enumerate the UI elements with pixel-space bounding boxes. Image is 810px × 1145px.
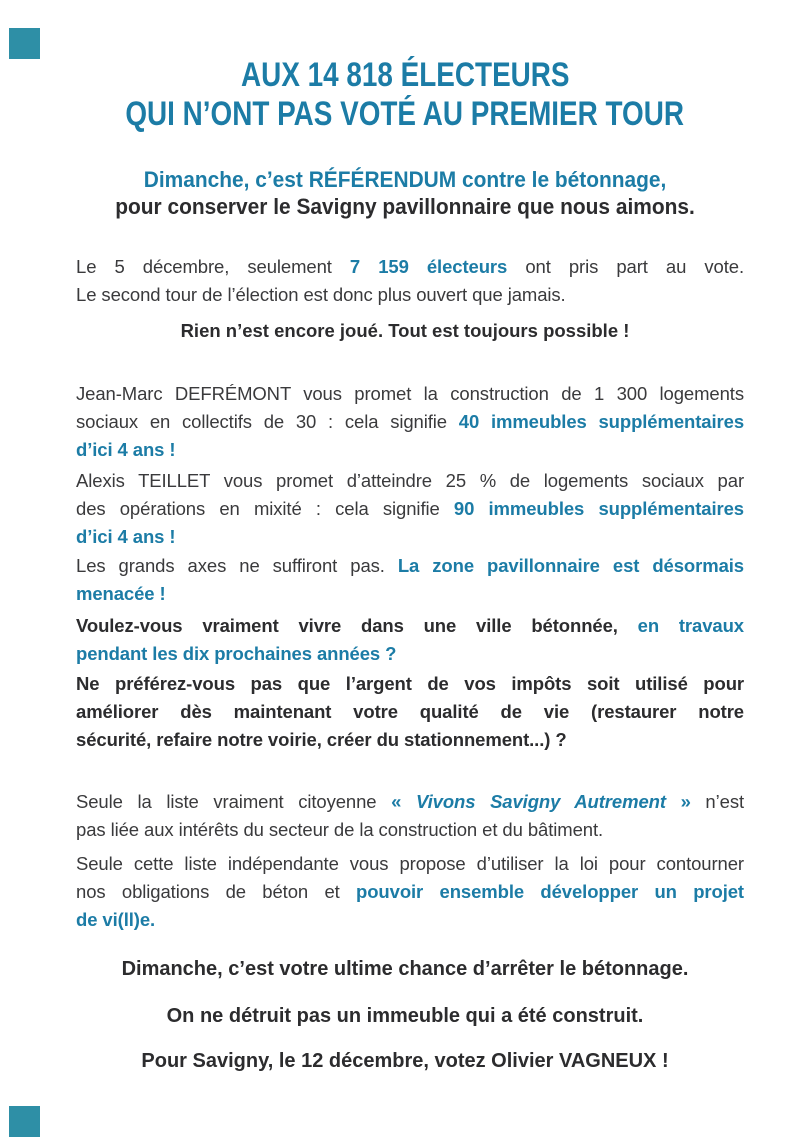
subtitle-line-1-text: Dimanche, c’est RÉFÉRENDUM contre le bétonnage, <box>143 167 667 192</box>
text-run: » <box>665 791 691 812</box>
corner-mark-bottom-left <box>9 1106 40 1137</box>
text-run: Pour Savigny, le 12 décembre, votez Olivier VAGNEUX ! <box>141 1050 669 1072</box>
text-run: pas liée aux intérêts du secteur de la construction et du bâtiment. <box>76 819 604 840</box>
text-run: Seule la liste vraiment citoyenne <box>76 791 392 812</box>
text-run: On ne détruit pas un immeuble qui a été construit. <box>166 1005 644 1027</box>
text-line <box>76 253 744 281</box>
text-run: Vivons Savigny Autrement <box>416 791 666 812</box>
vote-call-line <box>0 1047 810 1075</box>
text-line <box>76 281 744 309</box>
text-line <box>76 640 744 668</box>
liste-independante-paragraph <box>76 850 744 934</box>
page-title <box>0 56 810 134</box>
ville-betonnee-paragraph <box>76 612 744 668</box>
text-line <box>76 850 744 878</box>
text-run: sociaux en collectifs de 30 : cela signifie <box>76 411 459 432</box>
text-run: ont pris part au vote. <box>507 256 744 277</box>
text-run: améliorer dès maintenant votre qualité de vie (restaurer notre <box>76 701 744 722</box>
text-line <box>76 436 744 464</box>
liste-citoyenne-paragraph <box>76 788 744 844</box>
text-run: Le 5 décembre, seulement <box>76 256 350 277</box>
text-run: pouvoir ensemble développer un projet <box>356 881 744 902</box>
text-line <box>0 317 810 345</box>
text-run: d’ici 4 ans ! <box>76 526 176 547</box>
text-run: menacée ! <box>76 583 166 604</box>
text-run: Ne préférez-vous pas que l’argent de vos impôts soit utilisé pour <box>76 673 744 694</box>
text-line <box>76 878 744 906</box>
teillet-paragraph <box>76 467 744 551</box>
text-run: 90 immeubles supplémentaires <box>453 498 744 519</box>
text-line <box>0 1002 810 1030</box>
text-run: Jean-Marc DEFRÉMONT vous promet la construction de 1 300 logements <box>76 383 744 404</box>
text-run: pendant les dix prochaines années ? <box>76 643 397 664</box>
text-run: nos obligations de béton et <box>76 881 357 902</box>
text-run: « <box>391 791 417 812</box>
text-run: 7 159 électeurs <box>349 256 508 277</box>
text-line <box>76 906 744 934</box>
text-line <box>76 698 744 726</box>
text-run: Voulez-vous vraiment vivre dans une ville bétonnée, <box>76 615 618 636</box>
text-run: de vi(ll)e. <box>76 909 156 930</box>
text-line <box>76 495 744 523</box>
subtitle-line-2-text: pour conserver le Savigny pavillonnaire que nous aimons. <box>115 194 695 219</box>
text-run: Alexis TEILLET vous promet d’atteindre 25 % de logements sociaux par <box>76 470 744 491</box>
corner-mark-top-left <box>9 28 40 59</box>
text-line <box>76 788 744 816</box>
text-line <box>76 380 744 408</box>
text-run: sécurité, refaire notre voirie, créer du stationnement...) ? <box>76 729 567 750</box>
text-line <box>76 670 744 698</box>
text-line <box>76 408 744 436</box>
title-line-2 <box>0 95 810 134</box>
text-run: Seule cette liste indépendante vous propose d’utiliser la loi pour contourner <box>76 853 744 874</box>
text-line <box>76 552 744 580</box>
title-line-1 <box>0 56 810 95</box>
text-line <box>76 816 744 844</box>
text-run: Le second tour de l’élection est donc plus ouvert que jamais. <box>76 284 566 305</box>
text-run: 40 immeubles supplémentaires <box>458 411 745 432</box>
text-line <box>0 955 810 983</box>
intro-paragraph <box>76 253 744 309</box>
text-run: n’est <box>690 791 745 812</box>
text-line <box>76 467 744 495</box>
ultime-chance-line <box>0 955 810 983</box>
grands-axes-paragraph <box>76 552 744 608</box>
subtitle-line-2 <box>0 193 810 220</box>
impots-paragraph <box>76 670 744 754</box>
title-line-2-text: QUI N’ONT PAS VOTÉ AU PREMIER TOUR <box>125 95 685 133</box>
subtitle-line-1 <box>0 166 810 193</box>
slogan-line <box>0 317 810 345</box>
text-line <box>76 726 744 754</box>
text-run: d’ici 4 ans ! <box>76 439 176 460</box>
title-line-1-text: AUX 14 818 ÉLECTEURS <box>240 56 570 94</box>
text-run: des opérations en mixité : cela signifie <box>76 498 454 519</box>
text-line <box>0 1047 810 1075</box>
immeuble-construit-line <box>0 1002 810 1030</box>
subtitle <box>0 166 810 220</box>
text-line <box>76 523 744 551</box>
defremont-paragraph <box>76 380 744 464</box>
text-run: La zone pavillonnaire est désormais <box>397 555 744 576</box>
text-line <box>76 612 744 640</box>
text-run: en travaux <box>617 615 744 636</box>
text-line <box>76 580 744 608</box>
text-run: Dimanche, c’est votre ultime chance d’arrêter le bétonnage. <box>121 958 689 980</box>
text-run: Les grands axes ne suffiront pas. <box>76 555 398 576</box>
text-run: Rien n’est encore joué. Tout est toujours possible ! <box>180 320 630 341</box>
